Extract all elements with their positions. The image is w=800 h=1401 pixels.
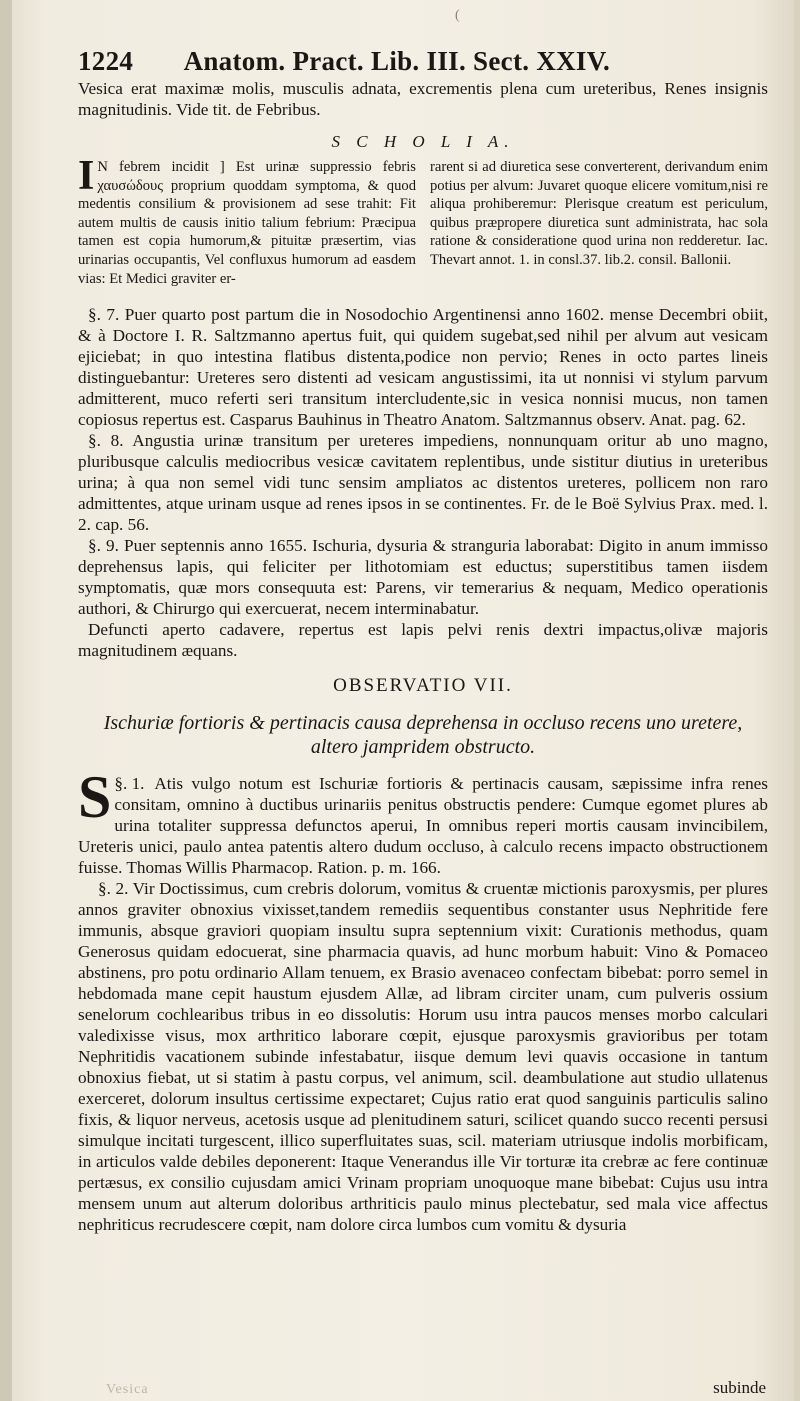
running-header (78, 44, 768, 78)
scholia-title: S C H O L I A. (331, 132, 515, 151)
intro-paragraph: Vesica erat maximæ molis, musculis adnata, excrementis plena cum ureteribus, Renes insignis magnitudinis. Vide tit. de Febribus. (78, 79, 768, 119)
section-2: §. 2. Vir Doctissimus, cum crebris dolorum, vomitus & cruentæ mictionis paroxysmis, per plures annos graviter obnoxius vixisset,tandem remediis sequentibus constanter usus Nephritide fere immunis, absque graviori quopiam insultu supra septennium vixit: Curationis methodus, quam Generosus quidam edocuerat, sine pharmacia quavis, ad hunc morbum habuit: Vino & Pomaceo abstinens, pro potu ordinario Allam tenuem, ex Brasio avenaceo confectam bibebat: porro semel in hebdomada mane cepit haustum ejusdem Allæ, ad libram circiter unam, cum pulveris ossium senelorum cochlearibus tribus in eo dissolutis: Horum usu intra paucos menses morbo calculari valedixisse visus, mox arthritico laborare cœpit, ejusque paroxysmis gravioribus per totam Nephritidis vacationem subinde infestabatur, iisque demum levi quavis occasione in tantum obnoxius fiebat, ut si statim à pastu corpus, vel animum, scil. deambulatione aut studio ullatenus exerceret, dolorum insultus certissime expectaret; Cujus ratio erat quod sanguinis particulis salino fixis, & liquor nerveus, acetosis usque ad plenitudinem saturi, scilicet quando succo recenti persusi simulque incitati turgescent, illico superfluitates suas, scil. materiam utriusque indolis morbificam, in articulos valde debiles deponerent: Itaque Venerandus ille Vir torturæ ita crebræ ac fere continuæ pertæsus, ex consilio cujusdam amici Vrinam propriam unoquoque mane bibebat: Cujus usu intra mensem unum aut alterum doloribus arthriticis paulo minus plectebatur, sed mala vice affectus nephriticus recrudescere cœpit, nam dolore circa lumbos cum vomitu & dysuria (78, 879, 768, 1235)
section-1-marker: §. 1. (114, 774, 145, 794)
running-title: Anatom. Pract. Lib. III. Sect. XXIV. (183, 46, 611, 76)
observatio-title: OBSERVATIO VII. (333, 675, 513, 697)
page-edge-shadow (794, 0, 800, 1401)
section-1-text: Atis vulgo notum est Ischuriæ fortioris & pertinacis causam, sæpissime infra renes consitam, omnino à ductibus urinariis penitus obstructis pendere: Cumque egomet plures ab urina totaliter suppressa defunctos aperui, In omnibus reperi mortis causam invincibilem, Ureteris unici, paulo antea patentis altero dudum occluso, à calculo recens impacto obstructionem fuisse. Thomas Willis Pharmacop. Ration. p. m. 166. (78, 774, 768, 878)
scholia-right-text: rarent si ad diuretica sese converterent, derivandum enim potius per alvum: Juvaret quoque elicere vomitum,nisi re aliqua prohiberemur: Plerisque creatum est periculum, quibus præpropere diuretica sunt administrata, hac sola ratione & consideratione quod urina non redderetur. Iac. Thevart annot. 1. in consl.37. lib.2. consil. Ballonii. (430, 159, 768, 268)
observatio-subtitle (78, 711, 768, 759)
paragraph-s9: §. 9. Puer septennis anno 1655. Ischuria, dysuria & stranguria laborabat: Digito in anum immisso deprehensus lapis, qui feliciter per lithotomiam est eductus; superstitibus tamen iisdem symptomatis, quæ mors consequuta est: Parens, vir temerarius & nequam, Medico operationis authori, & Chirurgo qui exercuerat, necem interminabatur. (78, 536, 768, 619)
scholia-left-text: N febrem incidit ] Est urinæ suppressio febris χαυσώδους proprium quoddam symptoma, & quod medentis consilium & provisionem ad sese trahit: Fit autem multis de causis initio talium febrium: Præcipua tamen est copia humorum,& pituitæ præsertim, vias urinarias occupantis, Vel confluxus humorum ad easdem vias: Et Medici graviter er- (78, 159, 416, 287)
section-1 (78, 764, 768, 878)
scholia-left-column (78, 153, 416, 288)
paragraph-defuncti: Defuncti aperto cadavere, repertus est lapis pelvi renis dextri impactus,olivæ majoris magnitudinem æquans. (78, 620, 768, 661)
paragraph-s8: §. 8. Angustia urinæ transitum per ureteres impediens, nonnunquam oritur ab uno magno, pluribusque calculis mediocribus vesicæ cavitatem replentibus, unde sistitur diutius in ureteribus urina; à qua non semel vidi tunc sensim ampliatos ac distentos ureteres, pollicem non raro admittentes, atque urinam usque ad renes ipsos in se continentes. Fr. de le Boë Sylvius Prax. med. l. 2. cap. 56. (78, 431, 768, 535)
scholia-columns (78, 153, 768, 288)
observatio-subtitle-line1: Ischuriæ fortioris & pertinacis causa deprehensa in occluso recens uno uretere, (103, 712, 743, 735)
paragraph-s7: §. 7. Puer quarto post partum die in Nosodochio Argentinensi anno 1602. mense Decembri obiit, & à Doctore I. R. Saltzmanno apertus fuit, qui quidem sugebat,sed nihil per alvum aut vesicam ejiciebat; in quo intestina flatibus distenta,podice non pervio; Renes in octo partes lineis distinguebantur: Ureteres sero distenti ad vesicam angustissimi, ita ut nonnisi vi stylum parvum admitterent, muco referti seri transitum intercludente,sic in vesica nonnisi mucus, non tamen copiosus repertus est. Casparus Bauhinus in Theatro Anatom. Saltzmannus observ. Anat. pag. 62. (78, 305, 768, 430)
bleed-through-text: Vesica (106, 1382, 149, 1397)
observatio-subtitle-line2: altero jampridem obstructo. (310, 736, 536, 759)
section-1-dropcap: S (78, 764, 112, 831)
scholia-right-column (430, 158, 768, 288)
scholia-dropcap: I (78, 153, 95, 199)
catchword: subinde (713, 1378, 766, 1397)
paper-mark: ( (455, 8, 460, 23)
page-gutter-shadow (0, 0, 12, 1401)
page-content (78, 44, 768, 1235)
page-number: 1224 (78, 46, 134, 76)
